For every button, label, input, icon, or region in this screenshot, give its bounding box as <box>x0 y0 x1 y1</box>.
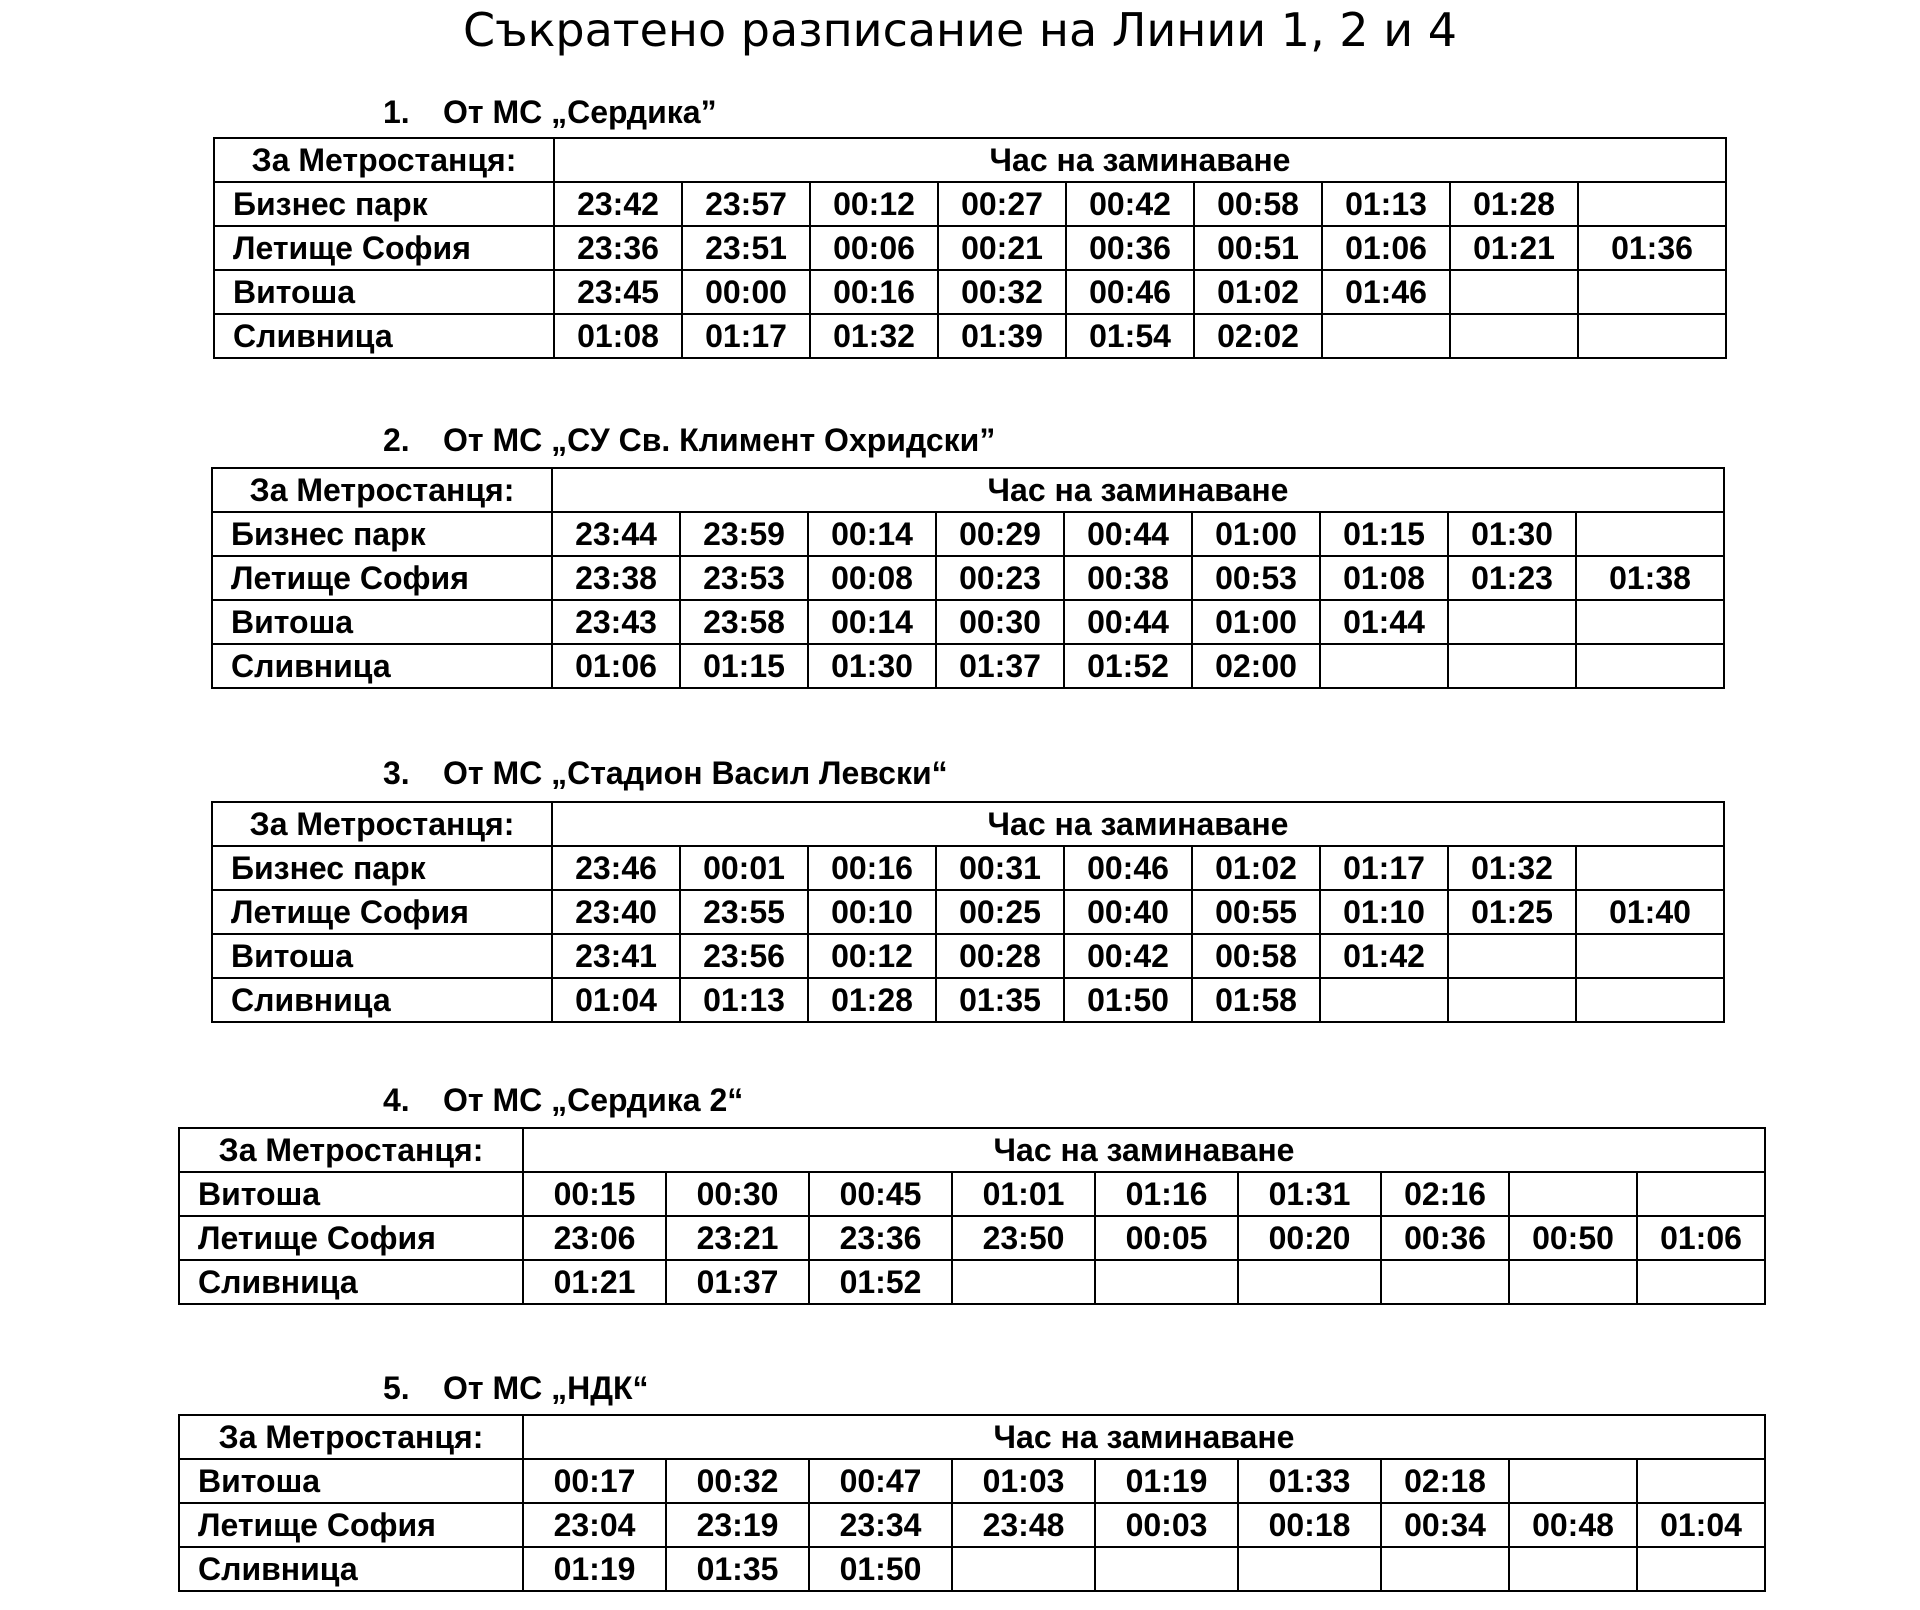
departure-time-cell <box>1637 1172 1765 1216</box>
departure-time-cell: 01:02 <box>1194 270 1322 314</box>
station-column-header: За Метростанця: <box>179 1128 523 1172</box>
departure-time-cell: 01:46 <box>1322 270 1450 314</box>
station-name: Витоша <box>214 270 554 314</box>
departure-time-cell: 23:21 <box>666 1216 809 1260</box>
departure-time-cell: 01:31 <box>1238 1172 1381 1216</box>
departure-time-cell <box>1637 1260 1765 1304</box>
departure-time-cell: 23:57 <box>682 182 810 226</box>
departure-time-cell: 01:23 <box>1448 556 1576 600</box>
departure-time-cell: 01:50 <box>1064 978 1192 1022</box>
schedule-table <box>211 801 1725 1023</box>
departure-time-cell: 00:45 <box>809 1172 952 1216</box>
departure-time-cell: 00:46 <box>1064 846 1192 890</box>
header-row <box>212 468 1724 512</box>
departure-time-cell: 23:19 <box>666 1503 809 1547</box>
departure-time-cell: 01:19 <box>523 1547 666 1591</box>
departure-time-cell: 00:28 <box>936 934 1064 978</box>
departure-time-cell <box>1576 978 1724 1022</box>
departure-time-cell: 01:00 <box>1192 600 1320 644</box>
departure-time-cell: 01:19 <box>1095 1459 1238 1503</box>
departure-time-cell: 23:46 <box>552 846 680 890</box>
departure-time-cell: 00:58 <box>1192 934 1320 978</box>
departure-time-cell: 02:16 <box>1381 1172 1509 1216</box>
table-row <box>212 978 1724 1022</box>
departure-time-cell <box>1509 1459 1637 1503</box>
station-name: Сливница <box>179 1260 523 1304</box>
table-row <box>179 1216 1765 1260</box>
departure-time-cell: 00:23 <box>936 556 1064 600</box>
departure-time-cell: 02:18 <box>1381 1459 1509 1503</box>
departure-time-cell: 01:52 <box>809 1260 952 1304</box>
departure-time-cell: 00:53 <box>1192 556 1320 600</box>
departure-time-cell: 00:14 <box>808 600 936 644</box>
departure-time-cell: 00:42 <box>1066 182 1194 226</box>
section-title: От МС „НДК“ <box>443 1370 649 1406</box>
departure-time-cell: 00:12 <box>810 182 938 226</box>
section-heading <box>383 420 995 460</box>
table-row <box>212 644 1724 688</box>
departure-time-cell <box>1381 1547 1509 1591</box>
schedule-table <box>211 467 1725 689</box>
departure-time-cell: 01:00 <box>1192 512 1320 556</box>
departure-time-cell <box>1448 934 1576 978</box>
departure-time-cell: 00:08 <box>808 556 936 600</box>
departure-time-cell: 00:42 <box>1064 934 1192 978</box>
departure-time-cell <box>1578 182 1726 226</box>
header-row <box>214 138 1726 182</box>
departure-time-cell: 23:36 <box>554 226 682 270</box>
departure-time-cell: 01:36 <box>1578 226 1726 270</box>
departure-time-cell: 01:40 <box>1576 890 1724 934</box>
station-name: Сливница <box>212 644 552 688</box>
departure-time-cell: 00:16 <box>810 270 938 314</box>
departure-time-cell: 00:12 <box>808 934 936 978</box>
departure-time-header: Час на заминаване <box>552 802 1724 846</box>
departure-time-cell: 01:15 <box>680 644 808 688</box>
departure-time-cell <box>1448 600 1576 644</box>
departure-time-header: Час на заминаване <box>523 1128 1765 1172</box>
departure-time-cell: 00:00 <box>682 270 810 314</box>
departure-time-cell: 01:50 <box>809 1547 952 1591</box>
section-heading <box>383 1368 649 1408</box>
schedule-table <box>178 1414 1766 1592</box>
table-row <box>214 226 1726 270</box>
station-name: Летище София <box>179 1216 523 1260</box>
departure-time-cell <box>1450 270 1578 314</box>
departure-time-cell: 00:32 <box>666 1459 809 1503</box>
departure-time-cell: 01:08 <box>1320 556 1448 600</box>
departure-time-cell: 01:25 <box>1448 890 1576 934</box>
departure-time-cell: 00:31 <box>936 846 1064 890</box>
departure-time-cell: 01:44 <box>1320 600 1448 644</box>
section-heading <box>383 1080 743 1120</box>
departure-time-cell: 23:04 <box>523 1503 666 1547</box>
departure-time-cell: 23:42 <box>554 182 682 226</box>
departure-time-cell: 01:17 <box>1320 846 1448 890</box>
station-name: Летище София <box>212 890 552 934</box>
departure-time-cell: 01:01 <box>952 1172 1095 1216</box>
station-name: Витоша <box>179 1172 523 1216</box>
departure-time-cell: 00:15 <box>523 1172 666 1216</box>
station-name: Летище София <box>214 226 554 270</box>
departure-time-cell <box>1578 314 1726 358</box>
departure-time-header: Час на заминаване <box>552 468 1724 512</box>
station-column-header: За Метростанця: <box>214 138 554 182</box>
departure-time-header: Час на заминаване <box>523 1415 1765 1459</box>
departure-time-cell: 01:30 <box>808 644 936 688</box>
departure-time-cell: 01:13 <box>1322 182 1450 226</box>
header-row <box>179 1128 1765 1172</box>
station-name: Витоша <box>212 934 552 978</box>
departure-time-cell: 23:50 <box>952 1216 1095 1260</box>
departure-time-cell: 00:30 <box>936 600 1064 644</box>
departure-time-cell: 00:46 <box>1066 270 1194 314</box>
departure-time-cell <box>1509 1260 1637 1304</box>
departure-time-cell: 00:10 <box>808 890 936 934</box>
departure-time-cell: 00:01 <box>680 846 808 890</box>
departure-time-cell: 01:38 <box>1576 556 1724 600</box>
table-row <box>212 600 1724 644</box>
station-name: Летище София <box>179 1503 523 1547</box>
departure-time-cell: 01:06 <box>1322 226 1450 270</box>
departure-time-cell: 00:20 <box>1238 1216 1381 1260</box>
section-heading <box>383 92 717 132</box>
station-column-header: За Метростанця: <box>179 1415 523 1459</box>
table-row <box>179 1503 1765 1547</box>
departure-time-cell <box>1095 1260 1238 1304</box>
departure-time-cell: 00:36 <box>1066 226 1194 270</box>
departure-time-cell: 00:47 <box>809 1459 952 1503</box>
station-name: Бизнес парк <box>212 512 552 556</box>
departure-time-cell <box>1238 1547 1381 1591</box>
departure-time-cell: 23:59 <box>680 512 808 556</box>
departure-time-cell: 00:16 <box>808 846 936 890</box>
header-row <box>179 1415 1765 1459</box>
departure-time-cell: 23:06 <box>523 1216 666 1260</box>
departure-time-cell <box>1509 1172 1637 1216</box>
departure-time-cell: 23:51 <box>682 226 810 270</box>
table-row <box>212 556 1724 600</box>
departure-time-cell: 23:36 <box>809 1216 952 1260</box>
station-column-header: За Метростанця: <box>212 468 552 512</box>
departure-time-cell: 00:14 <box>808 512 936 556</box>
table-row <box>214 182 1726 226</box>
table-row <box>212 846 1724 890</box>
departure-time-cell: 23:34 <box>809 1503 952 1547</box>
departure-time-cell: 01:28 <box>1450 182 1578 226</box>
departure-time-cell <box>1637 1459 1765 1503</box>
schedule-table <box>178 1127 1766 1305</box>
departure-time-cell <box>1095 1547 1238 1591</box>
departure-time-cell: 23:53 <box>680 556 808 600</box>
table-row <box>212 934 1724 978</box>
departure-time-cell: 23:48 <box>952 1503 1095 1547</box>
departure-time-cell: 00:17 <box>523 1459 666 1503</box>
departure-time-cell <box>1576 846 1724 890</box>
departure-time-cell: 01:33 <box>1238 1459 1381 1503</box>
departure-time-cell: 00:06 <box>810 226 938 270</box>
departure-time-cell: 02:00 <box>1192 644 1320 688</box>
section-number: 3. <box>383 755 410 791</box>
document-title: Съкратено разписание на Линии 1, 2 и 4 <box>463 3 1457 57</box>
departure-time-cell <box>952 1260 1095 1304</box>
station-name: Бизнес парк <box>212 846 552 890</box>
departure-time-cell: 01:03 <box>952 1459 1095 1503</box>
departure-time-cell <box>952 1547 1095 1591</box>
departure-time-cell: 00:44 <box>1064 512 1192 556</box>
departure-time-cell: 00:29 <box>936 512 1064 556</box>
departure-time-cell: 01:39 <box>938 314 1066 358</box>
table-row <box>179 1459 1765 1503</box>
table-row <box>212 890 1724 934</box>
departure-time-cell <box>1448 644 1576 688</box>
departure-time-cell: 00:18 <box>1238 1503 1381 1547</box>
station-column-header: За Метростанця: <box>212 802 552 846</box>
departure-time-cell: 01:04 <box>1637 1503 1765 1547</box>
departure-time-cell: 23:38 <box>552 556 680 600</box>
station-name: Витоша <box>212 600 552 644</box>
departure-time-cell: 00:58 <box>1194 182 1322 226</box>
departure-time-cell: 01:37 <box>936 644 1064 688</box>
departure-time-cell: 01:37 <box>666 1260 809 1304</box>
table-row <box>179 1547 1765 1591</box>
departure-time-cell: 01:28 <box>808 978 936 1022</box>
table-row <box>179 1260 1765 1304</box>
departure-time-cell <box>1381 1260 1509 1304</box>
section-heading <box>383 753 948 793</box>
departure-time-cell: 00:30 <box>666 1172 809 1216</box>
departure-time-cell: 01:17 <box>682 314 810 358</box>
section-number: 1. <box>383 94 410 130</box>
departure-time-cell: 00:36 <box>1381 1216 1509 1260</box>
departure-time-cell: 01:08 <box>554 314 682 358</box>
departure-time-cell: 00:38 <box>1064 556 1192 600</box>
departure-time-cell: 23:43 <box>552 600 680 644</box>
schedule-table <box>213 137 1727 359</box>
table-row <box>214 314 1726 358</box>
departure-time-cell: 01:04 <box>552 978 680 1022</box>
departure-time-cell <box>1576 512 1724 556</box>
departure-time-cell: 00:51 <box>1194 226 1322 270</box>
departure-time-cell: 01:54 <box>1066 314 1194 358</box>
departure-time-cell: 01:35 <box>936 978 1064 1022</box>
departure-time-cell: 01:42 <box>1320 934 1448 978</box>
section-title: От МС „СУ Св. Климент Охридски” <box>443 422 996 458</box>
section-number: 2. <box>383 422 410 458</box>
departure-time-header: Час на заминаване <box>554 138 1726 182</box>
table-row <box>214 270 1726 314</box>
departure-time-cell: 01:13 <box>680 978 808 1022</box>
departure-time-cell <box>1576 934 1724 978</box>
table-row <box>179 1172 1765 1216</box>
departure-time-cell: 01:32 <box>1448 846 1576 890</box>
section-title: От МС „Сердика” <box>443 94 717 130</box>
departure-time-cell: 01:02 <box>1192 846 1320 890</box>
station-name: Бизнес парк <box>214 182 554 226</box>
departure-time-cell: 00:03 <box>1095 1503 1238 1547</box>
departure-time-cell: 00:44 <box>1064 600 1192 644</box>
departure-time-cell: 02:02 <box>1194 314 1322 358</box>
departure-time-cell: 01:32 <box>810 314 938 358</box>
departure-time-cell <box>1238 1260 1381 1304</box>
departure-time-cell: 00:55 <box>1192 890 1320 934</box>
departure-time-cell <box>1320 644 1448 688</box>
departure-time-cell: 00:50 <box>1509 1216 1637 1260</box>
departure-time-cell <box>1509 1547 1637 1591</box>
departure-time-cell: 00:21 <box>938 226 1066 270</box>
departure-time-cell: 23:40 <box>552 890 680 934</box>
departure-time-cell <box>1576 644 1724 688</box>
departure-time-cell: 00:27 <box>938 182 1066 226</box>
departure-time-cell <box>1578 270 1726 314</box>
table-row <box>212 512 1724 556</box>
departure-time-cell: 23:44 <box>552 512 680 556</box>
departure-time-cell: 00:48 <box>1509 1503 1637 1547</box>
departure-time-cell: 23:55 <box>680 890 808 934</box>
departure-time-cell: 01:10 <box>1320 890 1448 934</box>
departure-time-cell: 01:06 <box>552 644 680 688</box>
station-name: Сливница <box>214 314 554 358</box>
departure-time-cell: 00:32 <box>938 270 1066 314</box>
departure-time-cell <box>1320 978 1448 1022</box>
section-number: 4. <box>383 1082 410 1118</box>
departure-time-cell <box>1450 314 1578 358</box>
departure-time-cell: 23:56 <box>680 934 808 978</box>
departure-time-cell: 01:21 <box>523 1260 666 1304</box>
section-title: От МС „Стадион Васил Левски“ <box>443 755 948 791</box>
departure-time-cell: 23:41 <box>552 934 680 978</box>
departure-time-cell: 01:16 <box>1095 1172 1238 1216</box>
station-name: Витоша <box>179 1459 523 1503</box>
departure-time-cell: 01:21 <box>1450 226 1578 270</box>
departure-time-cell: 23:58 <box>680 600 808 644</box>
departure-time-cell: 01:30 <box>1448 512 1576 556</box>
departure-time-cell: 01:52 <box>1064 644 1192 688</box>
station-name: Сливница <box>212 978 552 1022</box>
departure-time-cell: 01:35 <box>666 1547 809 1591</box>
header-row <box>212 802 1724 846</box>
departure-time-cell: 00:34 <box>1381 1503 1509 1547</box>
departure-time-cell <box>1448 978 1576 1022</box>
departure-time-cell: 01:58 <box>1192 978 1320 1022</box>
station-name: Сливница <box>179 1547 523 1591</box>
section-number: 5. <box>383 1370 410 1406</box>
departure-time-cell <box>1637 1547 1765 1591</box>
departure-time-cell: 01:06 <box>1637 1216 1765 1260</box>
departure-time-cell: 01:15 <box>1320 512 1448 556</box>
station-name: Летище София <box>212 556 552 600</box>
departure-time-cell: 00:40 <box>1064 890 1192 934</box>
departure-time-cell: 23:45 <box>554 270 682 314</box>
section-title: От МС „Сердика 2“ <box>443 1082 744 1118</box>
departure-time-cell: 00:05 <box>1095 1216 1238 1260</box>
departure-time-cell <box>1576 600 1724 644</box>
departure-time-cell: 00:25 <box>936 890 1064 934</box>
departure-time-cell <box>1322 314 1450 358</box>
